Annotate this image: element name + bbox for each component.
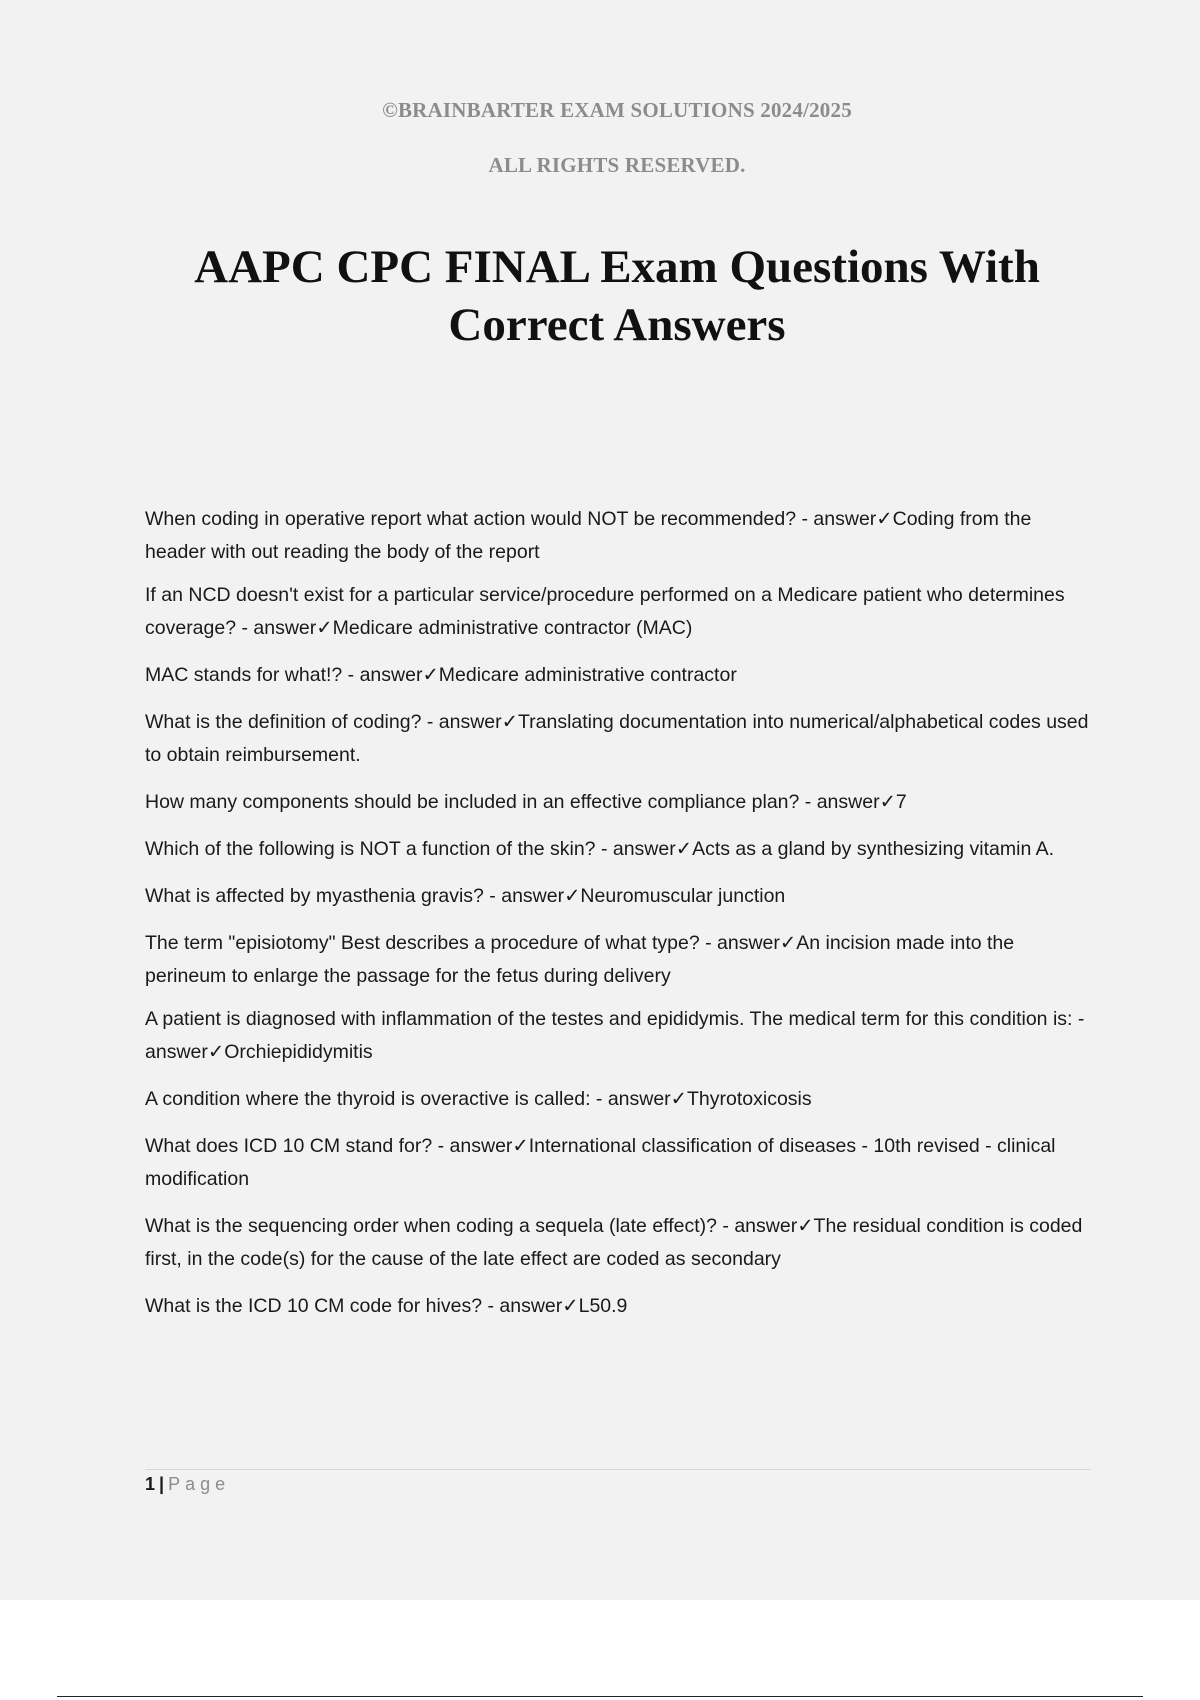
question-text: What does ICD 10 CM stand for? [145,1135,433,1157]
answer-text: An incision made into the perineum to enlarge the passage for the fetus during delivery [145,932,1015,987]
answer-marker: - answer✓ [432,1135,529,1157]
qa-item [145,1210,1095,1276]
qa-item [145,706,1095,772]
title-line-1: AAPC CPC FINAL Exam Questions With [194,241,1040,293]
answer-text: Orchiepididymitis [224,1041,373,1063]
question-text: When coding in operative report what action would NOT be recommended? [145,508,797,530]
answer-text: Thyrotoxicosis [687,1088,812,1110]
qa-item [145,1003,1095,1069]
answer-marker: - answer✓ [483,885,581,907]
qa-item [145,1130,1095,1196]
title-line-2: Correct Answers [448,299,786,351]
question-text: A patient is diagnosed with inflammation of the testes and epididymis. The medical term for this condition is: [145,1008,1073,1030]
question-text: The term "episiotomy" Best describes a procedure of what type? [145,932,700,954]
answer-marker: - answer✓ [595,838,693,860]
qa-item [145,880,1095,913]
answer-marker: - answer✓ [799,791,896,813]
answer-text: Medicare administrative contractor [438,664,737,686]
document-title [0,238,1200,354]
answer-marker: - answer✓ [717,1215,814,1237]
page-label: Page [168,1474,231,1494]
answer-text: Medicare administrative contractor (MAC) [332,617,693,639]
footer-divider [145,1469,1091,1470]
question-text: MAC stands for what!? [145,664,343,686]
answer-marker: - answer✓ [590,1088,688,1110]
qa-item [145,503,1095,569]
answer-text: Neuromuscular junction [580,885,786,907]
answer-marker: - answer✓ [145,1008,1085,1063]
qa-item [145,1290,1095,1323]
qa-item [145,786,1095,819]
qa-item [145,927,1095,993]
question-text: What is the sequencing order when coding a sequela (late effect)? [145,1215,717,1237]
question-text: Which of the following is NOT a function of the skin? [145,838,596,860]
answer-text: International classification of diseases - 10th revised - clinical modification [145,1135,1056,1190]
qa-item [145,579,1095,645]
page-number: 1 [145,1474,156,1494]
qa-item [145,659,1095,692]
answer-marker: - answer✓ [342,664,439,686]
question-answer-list [145,503,1095,1323]
answer-text: Coding from the header with out reading the body of the report [145,508,1032,563]
question-text: A condition where the thyroid is overactive is called: [145,1088,591,1110]
answer-marker: - answer✓ [236,617,333,639]
question-text: How many components should be included in an effective compliance plan? [145,791,800,813]
copyright-notice: ©BRAINBARTER EXAM SOLUTIONS 2024/2025 [382,98,852,122]
answer-text: Translating documentation into numerical/alphabetical codes used to obtain reimbursement. [145,711,1089,766]
answer-text: L50.9 [578,1295,628,1317]
bottom-divider [57,1696,1143,1697]
question-text: What is the definition of coding? [145,711,422,733]
question-text: If an NCD doesn't exist for a particular service/procedure performed on a Medicare patient who determines coverage? [145,584,1065,639]
answer-text: The residual condition is coded first, in the code(s) for the cause of the late effect are coded as secondary [145,1215,1083,1270]
answer-text: 7 [895,791,907,813]
qa-item [145,833,1095,866]
answer-marker: - answer✓ [482,1295,579,1317]
answer-marker: - answer✓ [421,711,518,733]
rights-reserved-notice: ALL RIGHTS RESERVED. [488,153,746,177]
answer-text: Acts as a gland by synthesizing vitamin A. [692,838,1055,860]
answer-marker: - answer✓ [796,508,893,530]
footer-separator: | [159,1474,165,1494]
question-text: What is affected by myasthenia gravis? [145,885,484,907]
answer-marker: - answer✓ [699,932,797,954]
qa-item [145,1083,1095,1116]
question-text: What is the ICD 10 CM code for hives? [145,1295,483,1317]
page-footer [145,1474,230,1495]
